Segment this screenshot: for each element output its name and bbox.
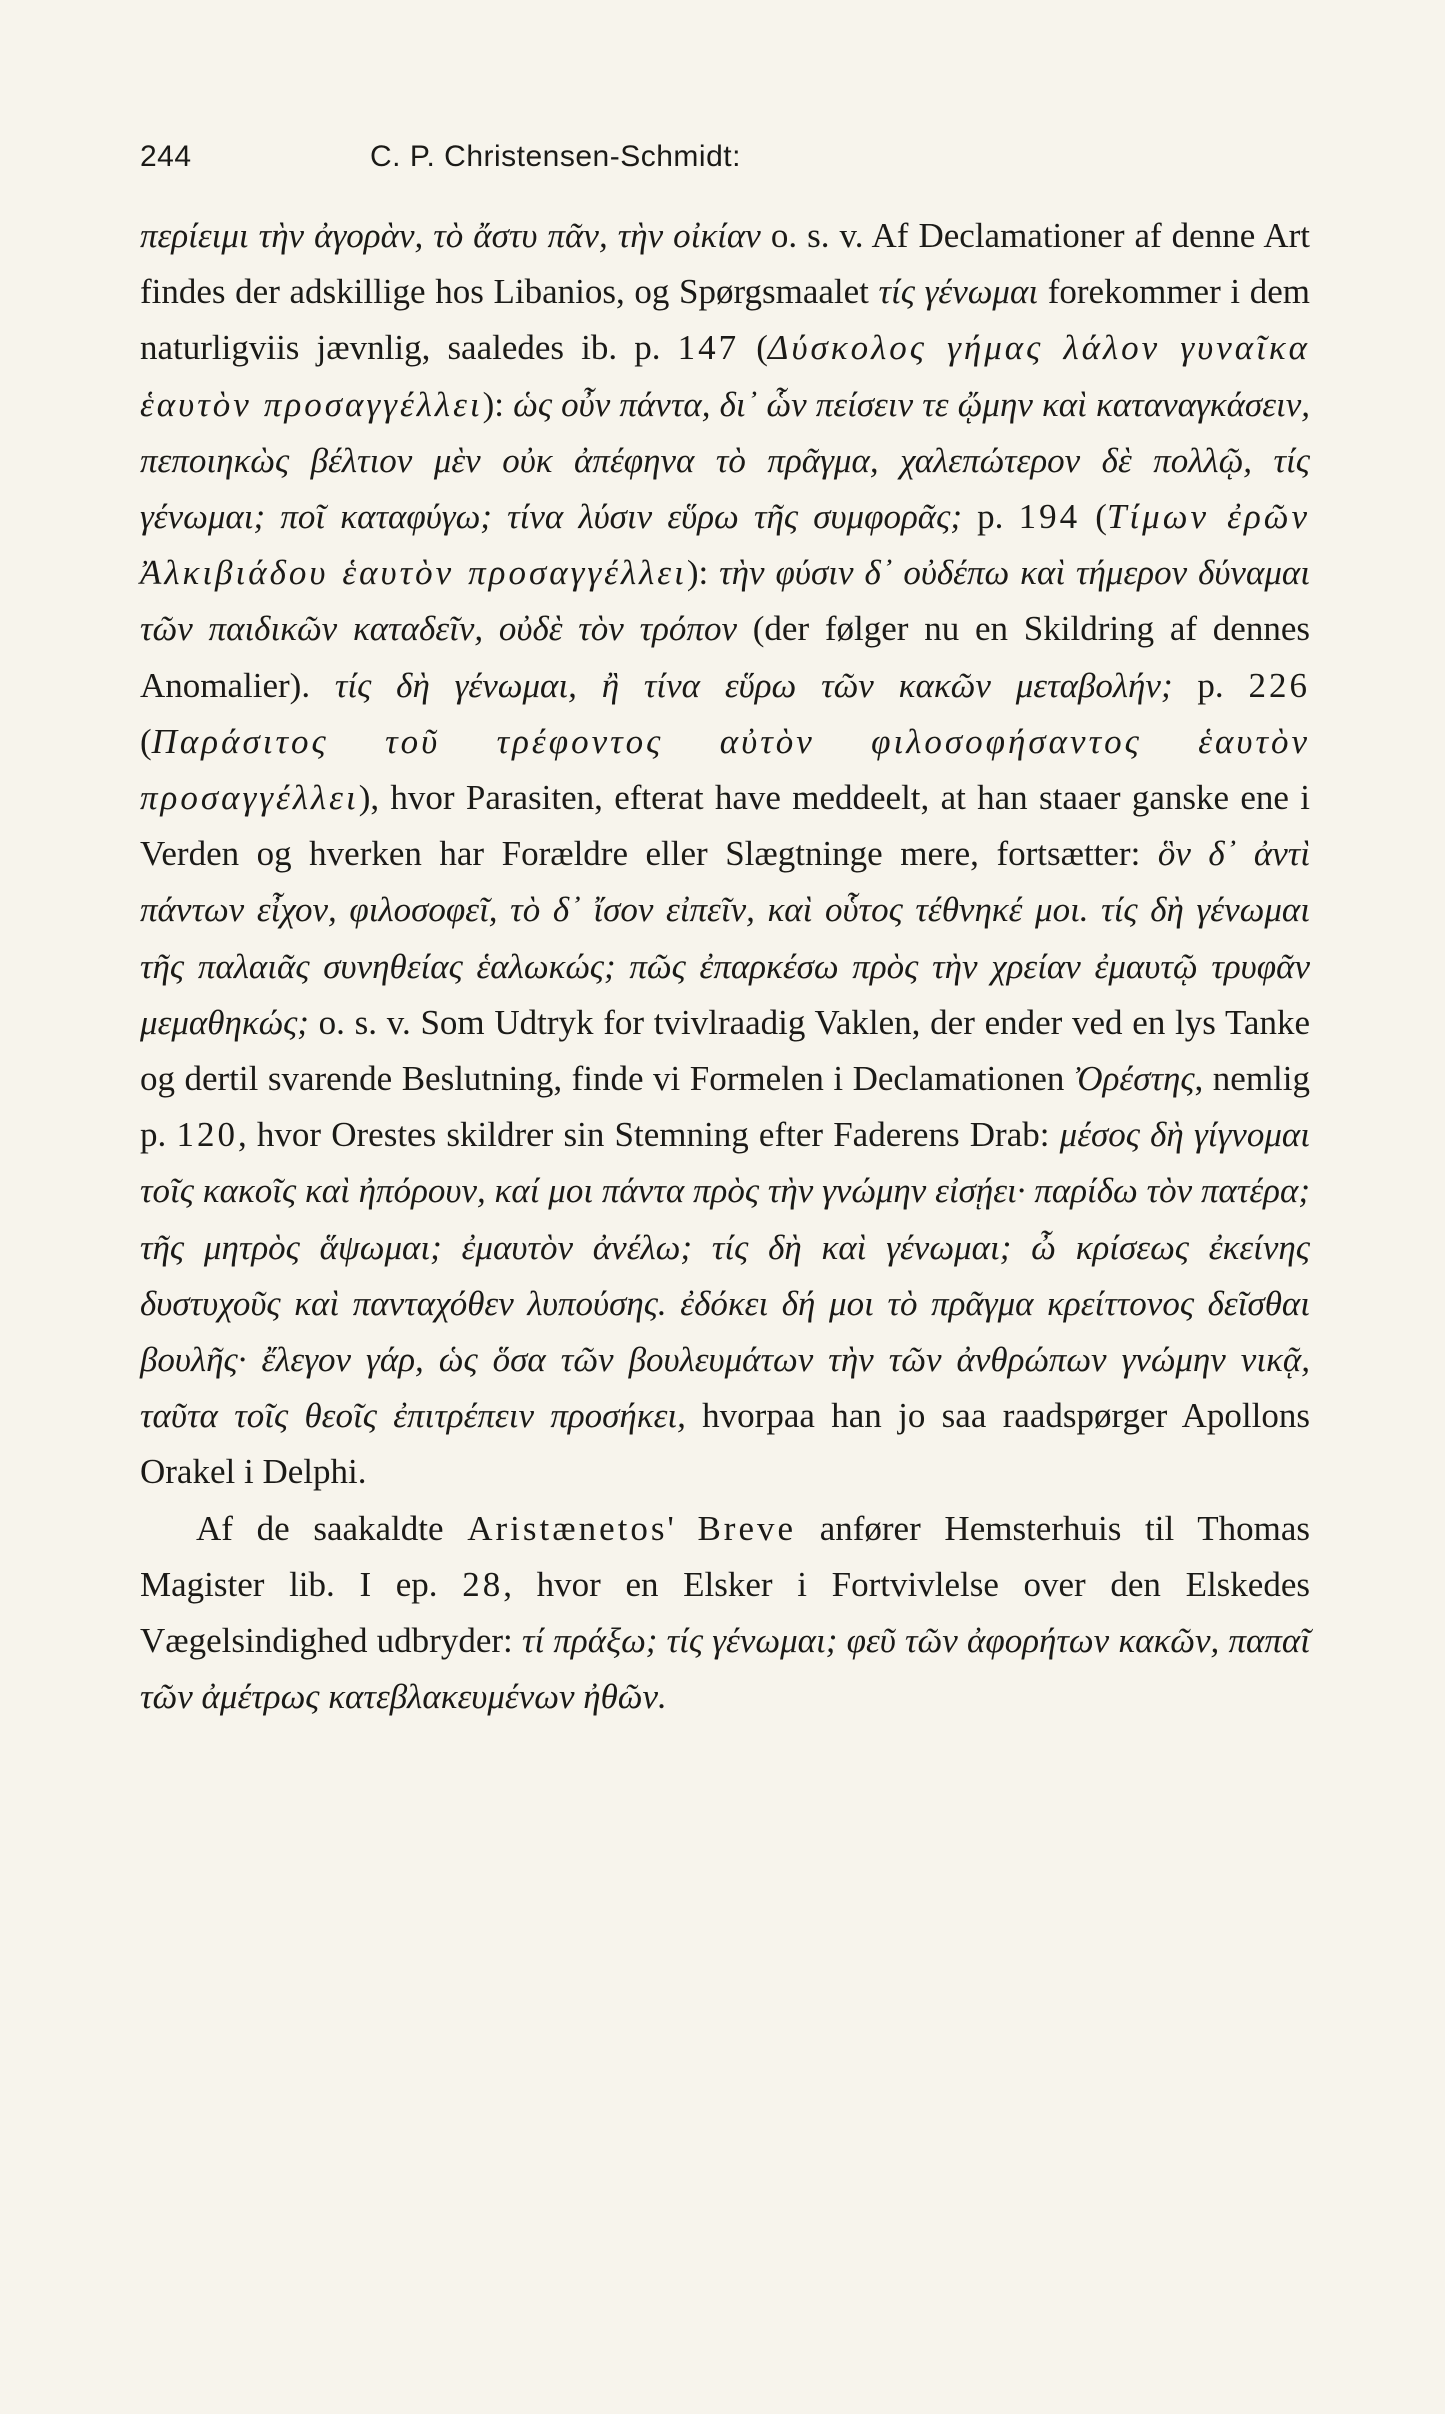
text-run: ), hvor Parasiten, efterat have meddeelt, at han staaer ganske ene i Verden og hverken har Forældre eller Slægtninge mere, fortsætter: <box>140 778 1310 874</box>
text-run: ( <box>140 721 152 761</box>
text-run: (der følger nu en Skildring af dennes Anomalier). <box>140 609 1310 705</box>
paragraph <box>140 208 1310 1501</box>
greek-quotation: Ὀρέστης <box>1073 1059 1195 1099</box>
text-run: , nemlig p. <box>140 1059 1310 1155</box>
text-run: , hvor Orestes skildrer sin Stemning efter Faderens Drab: <box>237 1115 1060 1155</box>
text-run: Af de saakaldte <box>196 1508 468 1548</box>
paragraph <box>140 1501 1310 1726</box>
text-run: ): <box>686 553 720 593</box>
greek-quotation: ὃν δ᾽ ἀντὶ πάντων εἶχον, φιλοσοφεῖ, τὸ δ᾽ ἴσον εἰπεῖν, καὶ οὗτος τέθνηκέ μοι. τίς δὴ γένωμαι τῆς παλαιᾶς συνηθείας ἑαλωκώς; πῶς ἐπαρκέσω πρὸς τὴν χρείαν ἐμαυτῷ τρυφᾶν μεμαθηκώς; <box>140 834 1310 1042</box>
text-run: ' <box>667 1508 698 1548</box>
greek-quotation: τίς δὴ γένωμαι, ἢ τίνα εὕρω τῶν κακῶν μεταβολήν; <box>334 665 1173 705</box>
text-run: 147 <box>677 328 740 368</box>
greek-quotation: ὡς οὖν πάντα, δι᾽ ὧν πείσειν τε ᾤμην καὶ καταναγκάσειν, πεποιηκὼς βέλτιον μὲν οὐκ ἀπέφηνα τὸ πρᾶγμα, χαλεπώτερον δὲ πολλῷ, τίς γένωμαι; ποῖ καταφύγω; τίνα λύσιν εὕρω τῆς συμφορᾶς; <box>140 384 1310 537</box>
greek-quotation: τὴν φύσιν δ᾽ οὐδέπω καὶ τήμερον δύναμαι τῶν παιδικῶν καταδεῖν, οὐδὲ τὸν τρόπον <box>140 553 1310 649</box>
text-run: o. s. v. Som Udtryk for tvivlraadig Vaklen, der ender ved en lys Tanke og dertil svarende Beslutning, finde vi Formelen i Declamationen <box>140 1002 1310 1099</box>
text-run: 120 <box>176 1115 238 1155</box>
text-run: o. s. v. Af Declamationer af denne Art findes der adskillige hos Libanios, og Spørgsmaalet <box>140 216 1310 312</box>
greek-quotation: μέσος δὴ γίγνομαι τοῖς κακοῖς καὶ ἠπόρουν, καί μοι πάντα πρὸς τὴν γνώμην εἰσῄει· παρίδω τὸν πατέρα; τῆς μητρὸς ἅψωμαι; ἐμαυτὸν ἀνέλω; τίς δὴ καὶ γένωμαι; ὦ κρίσεως ἐκείνης δυστυχοῦς καὶ πανταχόθεν λυπούσης. ἐδόκει δή μοι τὸ πρᾶγμα κρείττονος δεῖσθαι βουλῆς· ἔλεγον γάρ, ὡς ὅσα τῶν βουλευμάτων τὴν τῶν ἀνθρώπων γνώμην νικᾷ, ταῦτα τοῖς θεοῖς ἐπιτρέπειν προσήκει, <box>140 1115 1310 1436</box>
text-run: anfører Hemsterhuis til Thomas Magister lib. I ep. <box>140 1508 1310 1604</box>
body-text <box>140 208 1310 1725</box>
running-head <box>140 140 1310 174</box>
greek-quotation: Δύσκολος γήμας λάλον γυναῖκα ἑαυτὸν προσαγγέλλει <box>140 328 1310 424</box>
page-number: 244 <box>140 140 192 173</box>
text-run: Breve <box>697 1508 797 1548</box>
greek-quotation: τί πράξω; τίς γένωμαι; φεῦ τῶν ἀφορήτων κακῶν, παπαῖ τῶν ἀμέτρως κατεβλακευμένων ἠθῶν. <box>140 1621 1311 1717</box>
text-run: ): <box>482 384 514 424</box>
text-run: p. <box>962 497 1019 537</box>
text-run: 28 <box>462 1564 504 1604</box>
text-run: , hvor en Elsker i Fortvivlelse over den Elskedes Vægelsindighed udbryder: <box>140 1564 1310 1661</box>
text-run: ( <box>739 328 768 368</box>
greek-quotation: τίς γένωμαι <box>878 272 1039 312</box>
book-page <box>140 140 1310 1725</box>
greek-quotation: Παράσιτος τοῦ τρέφοντος αὐτὸν φιλοσοφήσαντος ἑαυτὸν προσαγγέλλει <box>140 721 1310 818</box>
text-run: 194 <box>1018 497 1081 537</box>
running-title: C. P. Christensen-Schmidt: <box>370 140 741 173</box>
text-run: ( <box>1080 497 1107 537</box>
text-run: hvorpaa han jo saa raadspørger Apollons Orakel i Delphi. <box>140 1396 1310 1492</box>
text-run: forekommer i dem naturligviis jævnlig, saaledes ib. p. <box>140 272 1310 368</box>
text-run: 226 <box>1248 665 1311 705</box>
text-run: Aristænetos <box>467 1508 668 1548</box>
greek-quotation: Τίμων ἐρῶν Ἀλκιβιάδου ἑαυτὸν προσαγγέλλει <box>140 497 1310 593</box>
text-run: p. <box>1172 665 1249 705</box>
greek-quotation: περίειμι τὴν ἀγορὰν, τὸ ἄστυ πᾶν, τὴν οἰκίαν <box>140 216 761 255</box>
